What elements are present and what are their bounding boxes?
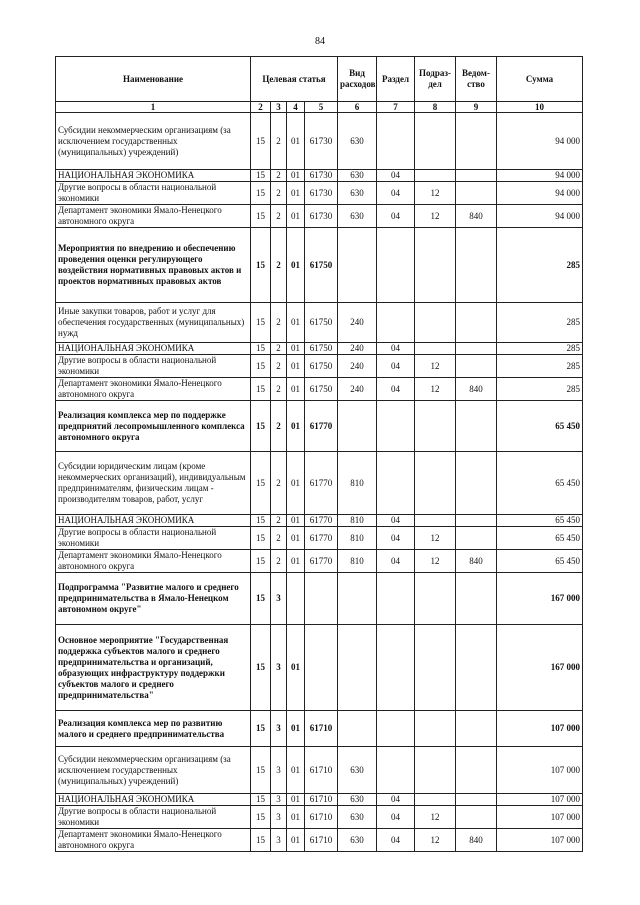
header-name: Наименование — [56, 57, 251, 102]
expense-type-cell: 240 — [338, 303, 377, 343]
section-cell — [377, 625, 415, 711]
section-cell — [377, 711, 415, 747]
row-name-cell: НАЦИОНАЛЬНАЯ ЭКОНОМИКА — [56, 170, 251, 182]
department-cell: 840 — [456, 550, 497, 573]
row-name-cell: Субсидии юридическим лицам (кроме некоммерческих организаций), индивидуальным предпринимателям, физическим лицам - производителям товаров, работ, услуг — [56, 452, 251, 515]
expense-type-cell: 240 — [338, 355, 377, 378]
target-subprogram-cell: 2 — [271, 515, 287, 527]
amount-cell: 285 — [497, 355, 583, 378]
amount-cell: 94 000 — [497, 205, 583, 228]
col-num: 1 — [56, 102, 251, 113]
target-event-cell: 01 — [287, 794, 305, 806]
page-number: 84 — [315, 36, 325, 47]
row-name-cell: Другие вопросы в области национальной экономики — [56, 527, 251, 550]
section-cell: 04 — [377, 794, 415, 806]
header-vedomstvo: Ведом-ство — [456, 57, 497, 102]
table-row — [56, 355, 583, 378]
subsection-cell: 12 — [415, 550, 456, 573]
table-row — [56, 711, 583, 747]
target-direction-cell: 61730 — [305, 182, 338, 205]
row-name-cell: Субсидии некоммерческим организациям (за исключением государственных (муниципальных) учреждений) — [56, 113, 251, 170]
col-num: 10 — [497, 102, 583, 113]
target-program-cell: 15 — [251, 170, 271, 182]
target-subprogram-cell: 3 — [271, 573, 287, 625]
subsection-cell: 12 — [415, 182, 456, 205]
amount-cell: 94 000 — [497, 182, 583, 205]
row-name-cell: Другие вопросы в области национальной экономики — [56, 182, 251, 205]
header-target: Целевая статья — [251, 57, 338, 102]
expense-type-cell — [338, 711, 377, 747]
row-name-cell: Иные закупки товаров, работ и услуг для обеспечения государственных (муниципальных) нужд — [56, 303, 251, 343]
col-num: 3 — [271, 102, 287, 113]
section-cell: 04 — [377, 550, 415, 573]
row-name-cell: Департамент экономики Ямало-Ненецкого автономного округа — [56, 205, 251, 228]
target-program-cell: 15 — [251, 806, 271, 829]
table-row — [56, 747, 583, 794]
subsection-cell: 12 — [415, 527, 456, 550]
header-razdel: Раздел — [377, 57, 415, 102]
expense-type-cell: 630 — [338, 806, 377, 829]
target-subprogram-cell: 2 — [271, 228, 287, 303]
expense-type-cell: 630 — [338, 113, 377, 170]
amount-cell: 65 450 — [497, 401, 583, 452]
section-cell — [377, 228, 415, 303]
target-event-cell: 01 — [287, 228, 305, 303]
target-direction-cell: 61750 — [305, 303, 338, 343]
subsection-cell — [415, 747, 456, 794]
subsection-cell: 12 — [415, 205, 456, 228]
target-direction-cell: 61770 — [305, 452, 338, 515]
target-direction-cell: 61750 — [305, 343, 338, 355]
target-program-cell: 15 — [251, 343, 271, 355]
target-direction-cell: 61710 — [305, 711, 338, 747]
row-name-cell: НАЦИОНАЛЬНАЯ ЭКОНОМИКА — [56, 794, 251, 806]
expense-type-cell: 810 — [338, 550, 377, 573]
amount-cell: 65 450 — [497, 527, 583, 550]
department-cell — [456, 452, 497, 515]
target-program-cell: 15 — [251, 515, 271, 527]
target-direction-cell: 61730 — [305, 170, 338, 182]
expense-type-cell: 630 — [338, 205, 377, 228]
table-row — [56, 182, 583, 205]
subsection-cell: 12 — [415, 378, 456, 401]
col-num: 9 — [456, 102, 497, 113]
target-subprogram-cell: 2 — [271, 170, 287, 182]
subsection-cell — [415, 452, 456, 515]
amount-cell: 167 000 — [497, 625, 583, 711]
section-cell: 04 — [377, 515, 415, 527]
target-subprogram-cell: 2 — [271, 378, 287, 401]
target-direction-cell: 61770 — [305, 527, 338, 550]
table-header — [56, 57, 583, 113]
target-program-cell: 15 — [251, 573, 271, 625]
target-program-cell: 15 — [251, 527, 271, 550]
target-program-cell: 15 — [251, 303, 271, 343]
department-cell — [456, 228, 497, 303]
target-subprogram-cell: 2 — [271, 401, 287, 452]
expense-type-cell: 630 — [338, 182, 377, 205]
target-program-cell: 15 — [251, 205, 271, 228]
target-event-cell: 01 — [287, 205, 305, 228]
department-cell — [456, 170, 497, 182]
expense-type-cell: 630 — [338, 829, 377, 852]
target-subprogram-cell: 2 — [271, 527, 287, 550]
target-program-cell: 15 — [251, 550, 271, 573]
department-cell: 840 — [456, 829, 497, 852]
table-row — [56, 806, 583, 829]
row-name-cell: Департамент экономики Ямало-Ненецкого автономного округа — [56, 829, 251, 852]
table-row — [56, 573, 583, 625]
department-cell — [456, 527, 497, 550]
table-row — [56, 205, 583, 228]
target-direction-cell — [305, 573, 338, 625]
target-program-cell: 15 — [251, 378, 271, 401]
target-direction-cell: 61710 — [305, 829, 338, 852]
expense-type-cell — [338, 228, 377, 303]
subsection-cell — [415, 794, 456, 806]
col-num: 4 — [287, 102, 305, 113]
subsection-cell — [415, 573, 456, 625]
target-event-cell: 01 — [287, 711, 305, 747]
department-cell — [456, 113, 497, 170]
expense-type-cell: 630 — [338, 747, 377, 794]
target-direction-cell — [305, 625, 338, 711]
table-row — [56, 625, 583, 711]
row-name-cell: Департамент экономики Ямало-Ненецкого автономного округа — [56, 378, 251, 401]
department-cell: 840 — [456, 205, 497, 228]
target-direction-cell: 61710 — [305, 794, 338, 806]
target-direction-cell: 61730 — [305, 205, 338, 228]
department-cell — [456, 303, 497, 343]
amount-cell: 107 000 — [497, 806, 583, 829]
row-name-cell: НАЦИОНАЛЬНАЯ ЭКОНОМИКА — [56, 515, 251, 527]
target-program-cell: 15 — [251, 228, 271, 303]
department-cell — [456, 401, 497, 452]
amount-cell: 285 — [497, 343, 583, 355]
department-cell — [456, 182, 497, 205]
section-cell — [377, 452, 415, 515]
department-cell — [456, 711, 497, 747]
subsection-cell: 12 — [415, 355, 456, 378]
target-direction-cell: 61750 — [305, 228, 338, 303]
section-cell: 04 — [377, 806, 415, 829]
expense-type-cell: 810 — [338, 515, 377, 527]
target-event-cell: 01 — [287, 170, 305, 182]
subsection-cell — [415, 343, 456, 355]
target-program-cell: 15 — [251, 401, 271, 452]
target-program-cell: 15 — [251, 452, 271, 515]
target-event-cell: 01 — [287, 378, 305, 401]
target-event-cell: 01 — [287, 303, 305, 343]
row-name-cell: Реализация комплекса мер по развитию малого и среднего предпринимательства — [56, 711, 251, 747]
target-subprogram-cell: 2 — [271, 550, 287, 573]
target-event-cell: 01 — [287, 182, 305, 205]
target-program-cell: 15 — [251, 711, 271, 747]
subsection-cell — [415, 515, 456, 527]
target-subprogram-cell: 3 — [271, 794, 287, 806]
table-row — [56, 829, 583, 852]
target-event-cell: 01 — [287, 747, 305, 794]
amount-cell: 107 000 — [497, 711, 583, 747]
target-direction-cell: 61710 — [305, 747, 338, 794]
amount-cell: 285 — [497, 378, 583, 401]
target-subprogram-cell: 3 — [271, 806, 287, 829]
section-cell — [377, 113, 415, 170]
table-row — [56, 378, 583, 401]
department-cell — [456, 573, 497, 625]
amount-cell: 285 — [497, 303, 583, 343]
target-event-cell: 01 — [287, 452, 305, 515]
amount-cell: 107 000 — [497, 794, 583, 806]
target-subprogram-cell: 2 — [271, 113, 287, 170]
expense-type-cell: 810 — [338, 452, 377, 515]
target-event-cell: 01 — [287, 550, 305, 573]
subsection-cell — [415, 711, 456, 747]
target-event-cell: 01 — [287, 829, 305, 852]
table-row — [56, 228, 583, 303]
table-row — [56, 113, 583, 170]
row-name-cell: Реализация комплекса мер по поддержке предприятий лесопромышленного комплекса автономного округа — [56, 401, 251, 452]
target-event-cell: 01 — [287, 113, 305, 170]
section-cell: 04 — [377, 343, 415, 355]
section-cell: 04 — [377, 378, 415, 401]
expense-type-cell — [338, 573, 377, 625]
expense-type-cell: 630 — [338, 170, 377, 182]
table-row — [56, 794, 583, 806]
target-event-cell: 01 — [287, 806, 305, 829]
budget-table — [55, 56, 583, 852]
section-cell — [377, 573, 415, 625]
target-direction-cell: 61750 — [305, 355, 338, 378]
section-cell: 04 — [377, 205, 415, 228]
subsection-cell: 12 — [415, 829, 456, 852]
target-subprogram-cell: 3 — [271, 625, 287, 711]
section-cell: 04 — [377, 170, 415, 182]
section-cell: 04 — [377, 829, 415, 852]
section-cell — [377, 303, 415, 343]
header-summa: Сумма — [497, 57, 583, 102]
row-name-cell: НАЦИОНАЛЬНАЯ ЭКОНОМИКА — [56, 343, 251, 355]
target-direction-cell: 61710 — [305, 806, 338, 829]
section-cell: 04 — [377, 182, 415, 205]
table-row — [56, 452, 583, 515]
target-program-cell: 15 — [251, 747, 271, 794]
expense-type-cell: 240 — [338, 343, 377, 355]
table-row — [56, 527, 583, 550]
target-subprogram-cell: 2 — [271, 182, 287, 205]
row-name-cell: Другие вопросы в области национальной экономики — [56, 806, 251, 829]
department-cell — [456, 625, 497, 711]
target-direction-cell: 61770 — [305, 550, 338, 573]
col-num: 6 — [338, 102, 377, 113]
amount-cell: 94 000 — [497, 113, 583, 170]
table-row — [56, 550, 583, 573]
table-row — [56, 170, 583, 182]
subsection-cell — [415, 228, 456, 303]
target-event-cell: 01 — [287, 355, 305, 378]
section-cell — [377, 747, 415, 794]
table-body — [56, 113, 583, 852]
table-row — [56, 303, 583, 343]
department-cell — [456, 747, 497, 794]
table-row — [56, 401, 583, 452]
department-cell — [456, 794, 497, 806]
subsection-cell — [415, 401, 456, 452]
row-name-cell: Субсидии некоммерческим организациям (за исключением государственных (муниципальных) учреждений) — [56, 747, 251, 794]
section-cell: 04 — [377, 527, 415, 550]
subsection-cell: 12 — [415, 806, 456, 829]
amount-cell: 65 450 — [497, 452, 583, 515]
department-cell — [456, 806, 497, 829]
target-direction-cell: 61730 — [305, 113, 338, 170]
target-subprogram-cell: 3 — [271, 711, 287, 747]
amount-cell: 107 000 — [497, 747, 583, 794]
row-name-cell: Другие вопросы в области национальной экономики — [56, 355, 251, 378]
target-subprogram-cell: 2 — [271, 355, 287, 378]
target-event-cell: 01 — [287, 343, 305, 355]
target-event-cell — [287, 573, 305, 625]
amount-cell: 65 450 — [497, 515, 583, 527]
target-subprogram-cell: 2 — [271, 452, 287, 515]
target-program-cell: 15 — [251, 113, 271, 170]
department-cell — [456, 515, 497, 527]
target-subprogram-cell: 3 — [271, 747, 287, 794]
row-name-cell: Департамент экономики Ямало-Ненецкого автономного округа — [56, 550, 251, 573]
section-cell: 04 — [377, 355, 415, 378]
target-event-cell: 01 — [287, 515, 305, 527]
row-name-cell: Мероприятия по внедрению и обеспечению проведения оценки регулирующего воздействия нормативных правовых актов и проектов нормативных правовых актов — [56, 228, 251, 303]
subsection-cell — [415, 170, 456, 182]
department-cell — [456, 355, 497, 378]
header-podrazdel: Подраз-дел — [415, 57, 456, 102]
col-num: 5 — [305, 102, 338, 113]
target-program-cell: 15 — [251, 355, 271, 378]
subsection-cell — [415, 303, 456, 343]
target-program-cell: 15 — [251, 794, 271, 806]
target-direction-cell: 61770 — [305, 515, 338, 527]
target-program-cell: 15 — [251, 829, 271, 852]
target-subprogram-cell: 2 — [271, 303, 287, 343]
header-vid: Вид расходов — [338, 57, 377, 102]
target-program-cell: 15 — [251, 182, 271, 205]
amount-cell: 285 — [497, 228, 583, 303]
table-row — [56, 515, 583, 527]
section-cell — [377, 401, 415, 452]
department-cell — [456, 343, 497, 355]
subsection-cell — [415, 625, 456, 711]
col-num: 8 — [415, 102, 456, 113]
amount-cell: 107 000 — [497, 829, 583, 852]
target-event-cell: 01 — [287, 401, 305, 452]
target-event-cell: 01 — [287, 625, 305, 711]
department-cell: 840 — [456, 378, 497, 401]
target-subprogram-cell: 2 — [271, 205, 287, 228]
amount-cell: 167 000 — [497, 573, 583, 625]
row-name-cell: Подпрограмма "Развитие малого и среднего предпринимательства в Ямало-Ненецком автономном округе" — [56, 573, 251, 625]
target-subprogram-cell: 3 — [271, 829, 287, 852]
subsection-cell — [415, 113, 456, 170]
expense-type-cell: 240 — [338, 378, 377, 401]
expense-type-cell: 810 — [338, 527, 377, 550]
col-num: 2 — [251, 102, 271, 113]
row-name-cell: Основное мероприятие "Государственная поддержка субъектов малого и среднего предпринимательства и организаций, образующих инфраструктуру поддержки субъектов малого и среднего предпринимательства" — [56, 625, 251, 711]
expense-type-cell — [338, 401, 377, 452]
table-row — [56, 343, 583, 355]
expense-type-cell — [338, 625, 377, 711]
amount-cell: 94 000 — [497, 170, 583, 182]
target-direction-cell: 61750 — [305, 378, 338, 401]
amount-cell: 65 450 — [497, 550, 583, 573]
col-num: 7 — [377, 102, 415, 113]
target-event-cell: 01 — [287, 527, 305, 550]
target-program-cell: 15 — [251, 625, 271, 711]
target-subprogram-cell: 2 — [271, 343, 287, 355]
target-direction-cell: 61770 — [305, 401, 338, 452]
expense-type-cell: 630 — [338, 794, 377, 806]
